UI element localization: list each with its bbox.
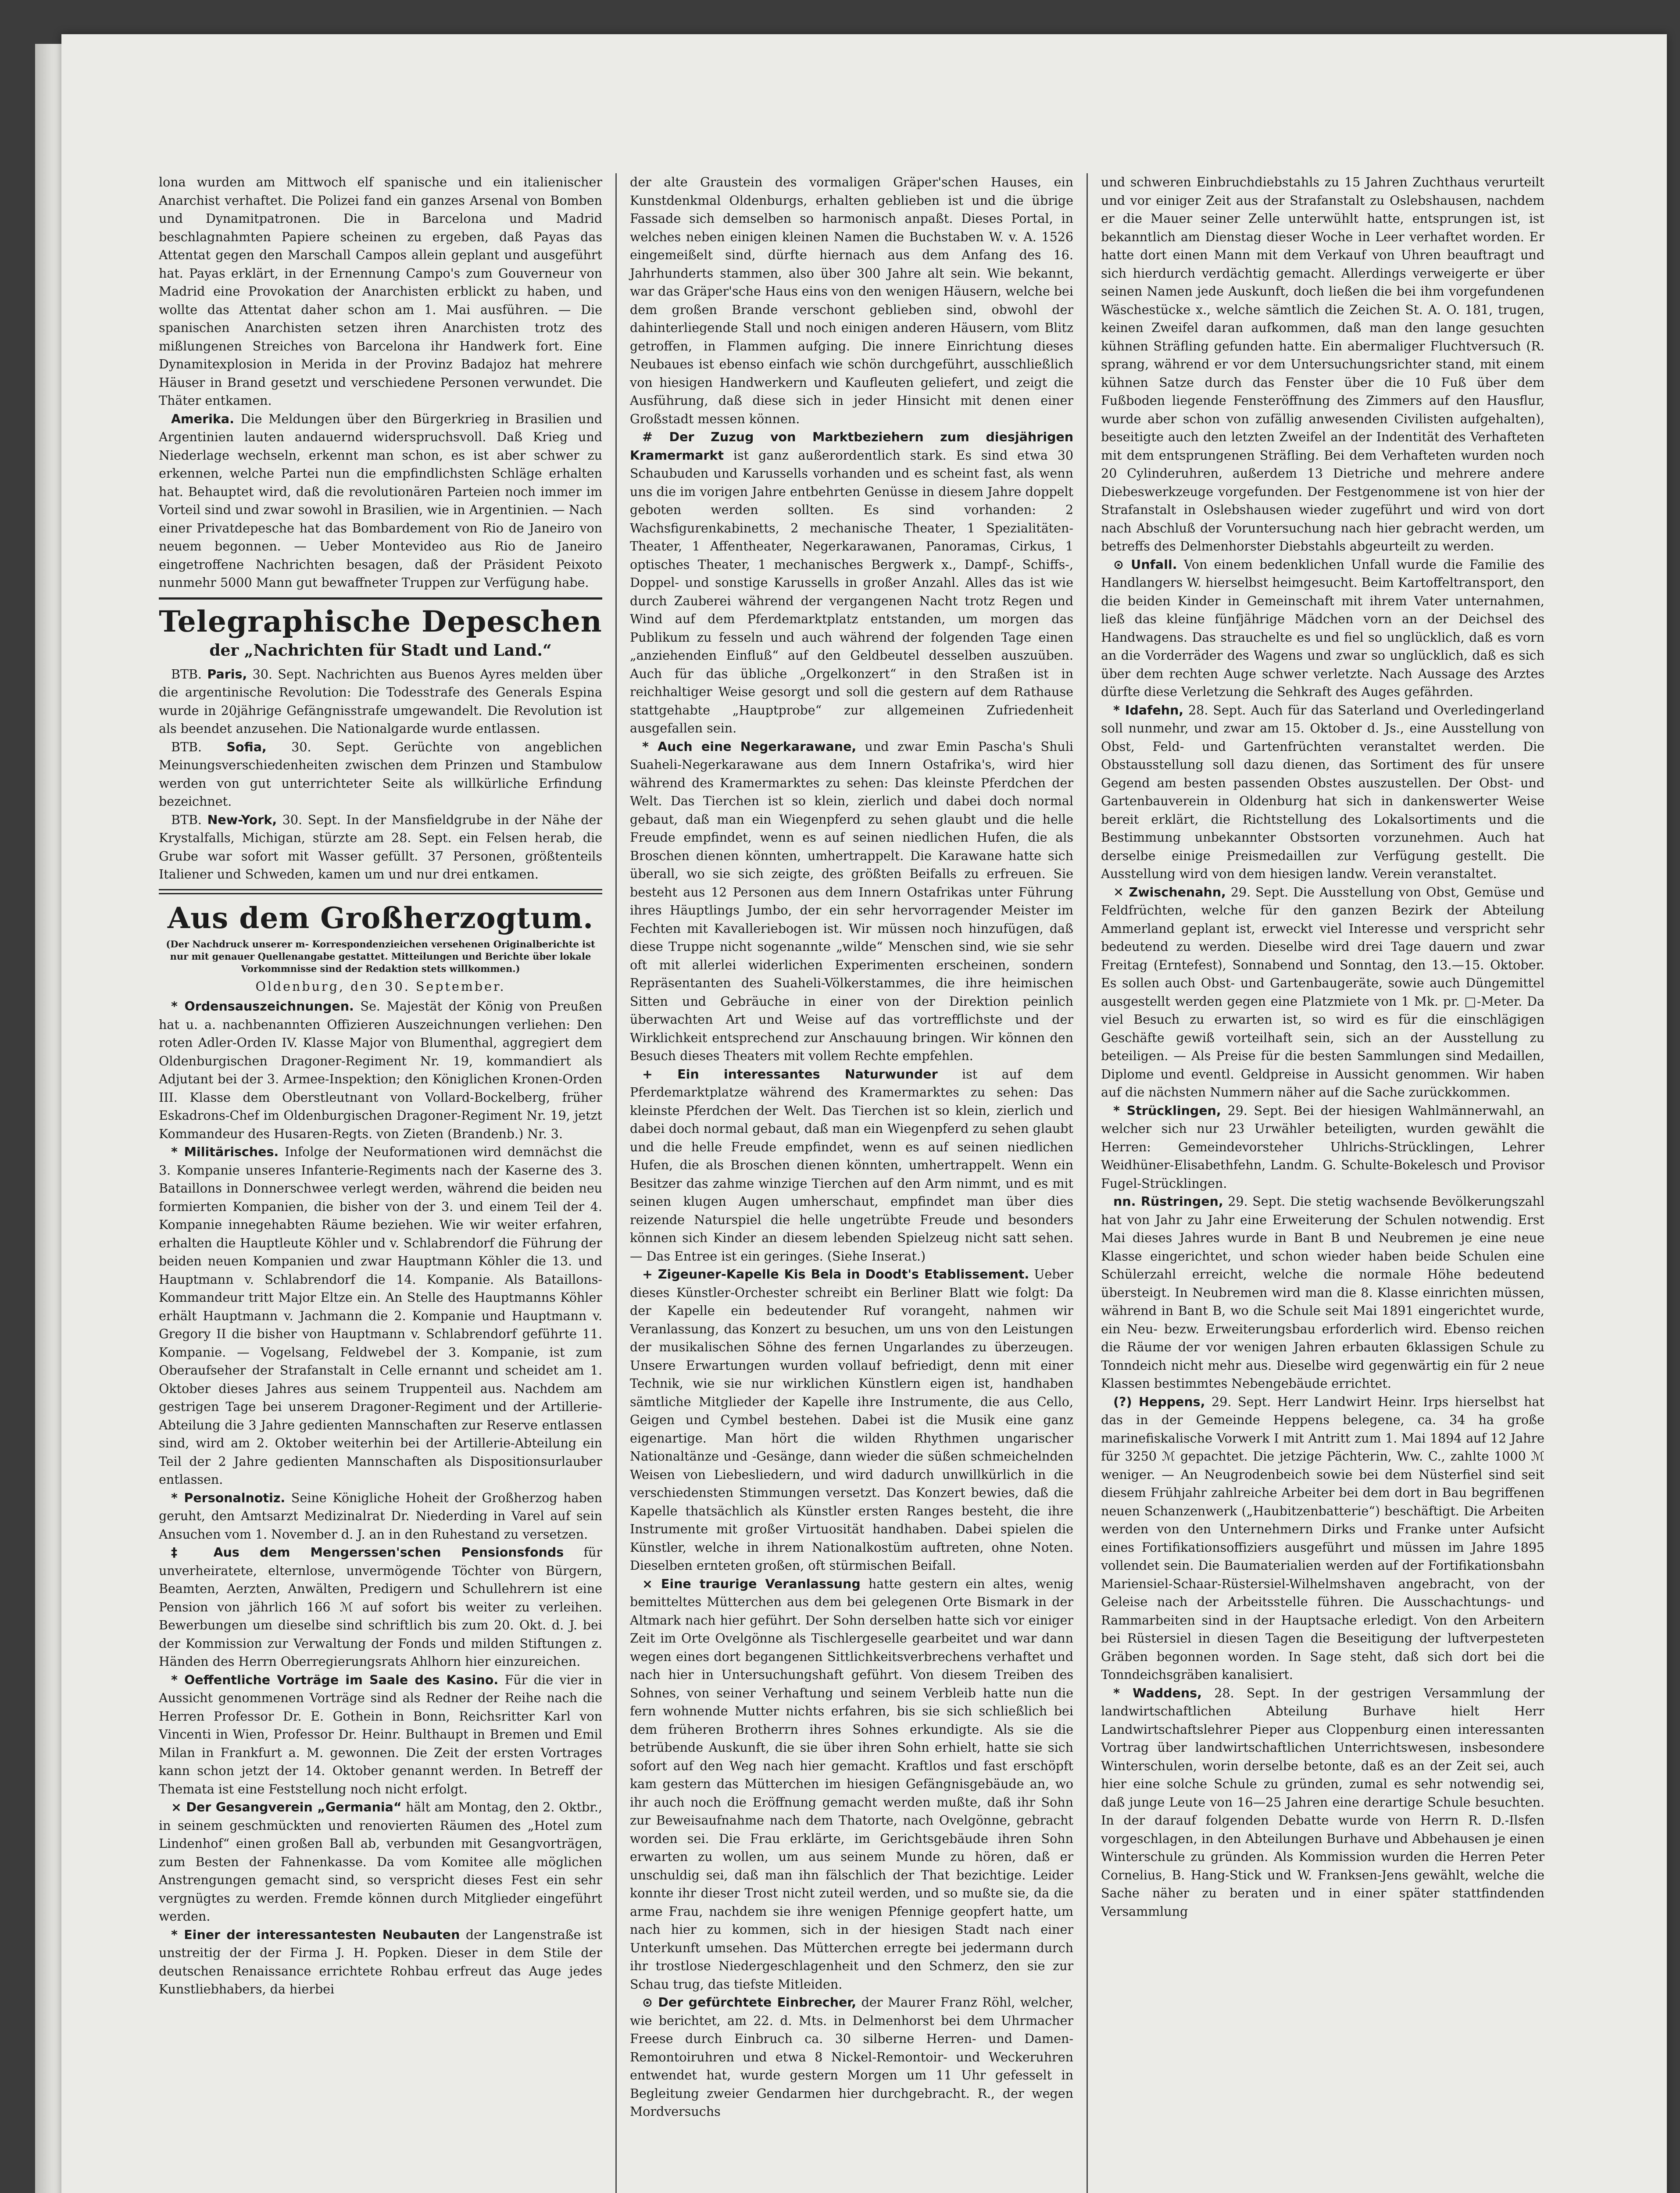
article-heading: Zwischenahn, — [1129, 885, 1226, 900]
dispatch-body: 30. Sept. Gerüchte von angeblichen Meinungsverschiedenheiten zwischen dem Prinzen und Stambulow werden von gut unterrichteter Seite als willkürliche Erfindung bezeichnet. — [159, 739, 602, 809]
asterisk-mark: * — [1113, 1103, 1127, 1118]
article-unfall — [1101, 556, 1544, 701]
asterisk-mark: * — [642, 739, 658, 754]
article-new-building — [159, 1926, 602, 1999]
article-heading: Einer der interessantesten Neubauten — [184, 1927, 460, 1942]
article-heading: Oeffentliche Vorträge im Saale des Kasino. — [184, 1672, 499, 1687]
article-body: der Langenstraße ist unstreitig der der Firma J. H. Popken. Dieser in dem Stile der deutschen Renaissance errichtete Rohbau erfreut das Auge jedes Kunstliebhabers, da hierbei — [159, 1927, 602, 1997]
article-ruestringen — [1101, 1193, 1544, 1393]
article-body: 28. Sept. In der gestrigen Versammlung der landwirtschaftlichen Abteilung Burhave hielt Herr Landwirtschaftslehrer Pieper aus Cloppenburg einen interessanten Vortrag über landwirtschaftlichen Unterrichtswesen, insbesondere Winterschulen, worin derselbe betonte, daß es an der Zeit sei, auch hier eine solche Schule zu gründen, zumal es sehr notwendig sei, daß junge Leute von 16—25 Jahren eine derartige Schule besuchten. In der darauf folgenden Debatte wurde von Herrn R. D.-Ilsfen vorgeschlagen, in den Abteilungen Burhave und Abbehausen je einen Winterschule zu gründen. Als Kommission wurden die Herren Peter Cornelius, B. Hang-Stick und W. Franksen-Jens gewählt, welche die Sache näher zu beraten und in einer später stattfindenden Versammlung — [1101, 1686, 1544, 1919]
article-pension-fund — [159, 1543, 602, 1671]
section-divider — [159, 889, 602, 894]
article-heading: Eine traurige Veranlassung — [661, 1576, 861, 1591]
article-naturwunder — [630, 1065, 1073, 1266]
article-germania — [159, 1798, 602, 1926]
article-body: für unverheiratete, elternlose, unvermögende Töchter von Bürgern, Beamten, Aerzten, Anwälten, Predigern und Schullehrern ist eine Pension von jährlich 166 ℳ auf sofort bis weiter zu verleihen. Bewerbungen um dieselbe sind schriftlich bis zum 20. Okt. d. J. bei der Kommission zur Verwaltung der Fonds und milden Stiftungen z. Händen des Herrn Oberregierungsrats Ahlhorn hier einzureichen. — [159, 1545, 602, 1669]
mark-nn: nn. — [1113, 1194, 1141, 1209]
article-kramermarkt — [630, 428, 1073, 738]
dispatch-city: New-York, — [207, 812, 277, 827]
article-negerkarawane — [630, 738, 1073, 1065]
article-body: 28. Sept. Auch für das Saterland und Overledingerland soll nunmehr, und zwar am 15. Oktober d. Js., eine Ausstellung von Obst, Feld- und Gartenfrüchten veranstaltet werden. Die Obstausstellung soll dazu dienen, das Sortiment des für unsere Gegend am besten passenden Obstes auszustellen. Der Obst- und Gartenbauverein in Oldenburg hat sich in dankenswerter Weise bereit erklärt, die Richtstellung des Lokalsortiments und die Bestimmung unbekannter Obstsorten vorzunehmen. Auch hat derselbe einige Preismedaillen zur Verfügung gestellt. Die Ausstellung wird von dem hiesigen landw. Verein veranstaltet. — [1101, 703, 1545, 881]
article-body: 29. Sept. Herr Landwirt Heinr. Irps hierselbst hat das in der Gemeinde Heppens belegene, ca. 34 ha große marinefiskalische Vorwerk I mit Antritt zum 1. Mai 1894 auf 12 Jahre für 3250 ℳ gepachtet. Die jetzige Pächterin, Ww. C., zahlte 1000 ℳ weniger. — An Neugrodenbeich sowie bei dem Nüsterfiel sind seit diesem Frühjahr zahlreiche Arbeiter bei dem dort in Bau begriffenen neuen Schanzenwerk („Haubitzenbatterie“) beschäftigt. Die Arbeiten werden von den Unternehmern Dirks und Franke unter Aufsicht eines Fortifikationsoffiziers ausgeführt und müssen im Jahre 1895 vollendet sein. Die Baumaterialien werden auf der Fortifikationsbahn Mariensiel-Schaar-Rüstersiel-Wilhelmshaven angebracht, von der Geleise nach der Arbeitsstelle führen. Die Ausschachtungs- und Rammarbeiten sind in der Hauptsache erledigt. Von den Arbeitern bei Rüstersiel in diesen Tagen die Beseitigung der luftverpesteten Gräben begonnen worden. In Sage steht, daß sich dort bei die Tonndeichsgräben kanalisiert. — [1101, 1394, 1544, 1682]
article-zigeuner-kapelle — [630, 1265, 1073, 1575]
article-heading: Der gefürchtete Einbrecher, — [658, 1995, 857, 2010]
article-personal — [159, 1489, 602, 1544]
article-heading: Auch eine Negerkarawane, — [658, 739, 857, 754]
article-body: Seine Königliche Hoheit der Großherzog haben geruht, den Amtsarzt Medizinalrat Dr. Niederding in Varel auf sein Ansuchen vom 1. November d. J. an in den Ruhestand zu versetzen. — [159, 1490, 603, 1542]
dispatch-source: BTB. — [171, 812, 202, 827]
plus-mark: + — [642, 1067, 678, 1082]
dispatch-source: BTB. — [171, 667, 202, 682]
article-body: der Maurer Franz Röhl, welcher, wie berichtet, am 22. d. Mts. in Delmenhorst bei dem Uhrmacher Freese durch Einbruch ca. 30 silberne Herren- und Damen-Remontoiruhren und etwa 8 Nickel-Remontoir- und Weckeruhren entwendet hat, wurde gestern Morgen um 11 Uhr gefesselt in Begleitung zweier Gendarmen hier durchgebracht. R., der wegen Mordversuchs — [630, 1995, 1073, 2119]
hash-mark: # — [642, 430, 669, 444]
article-body: Infolge der Neuformationen wird demnächst die 3. Kompanie unseres Infanterie-Regiments nach der Kaserne des 3. Bataillons in Donnerschwee verlegt werden, während die beiden neu formierten Kompanien, die bisher von der 3. und einem Teil der 4. Kompanie innegehabten Räume beziehen. Wie wir weiter erfahren, erhalten die Hauptleute Köhler und v. Schlabrendorf die Führung der beiden neuen Kompanien und zwar Hauptmann Köhler die 13. und Hauptmann v. Schlabrendorf die 14. Kompanie. Als Bataillons-Kommandeur tritt Major Eltze ein. An Stelle des Hauptmanns Köhler erhält Hauptmann v. Jachmann die 2. Kompanie und Hauptmann v. Gregory II die bisher von Hauptmann v. Schlabrendorf geführte 11. Kompanie. — Vogelsang, Feldwebel der 3. Kompanie, ist zum Oberaufseher der Strafanstalt in Celle ernannt und scheidet am 1. Oktober dieses Jahres aus seinem Truppenteil aus. Nachdem am gestrigen Tage bei unserem Dragoner-Regiment und der Artillerie-Abteilung die 3 Jahre gedienten Mannschaften zur Reserve entlassen sind, wird am 2. Oktober weiterhin bei der Artillerie-Abteilung ein Teil der 2 Jahre gedienten Mannschaften als Dispositionsurlauber entlassen. — [159, 1145, 602, 1487]
double-dagger-mark: ‡ — [171, 1545, 214, 1560]
article-body: 29. Sept. Die Ausstellung von Obst, Gemüse und Feldfrüchten, welche für den ganzen Bezirk der Abteilung Ammerland geplant ist, erweckt viel Interesse und verspricht sehr bedeutend zu werden. Dieselbe wird drei Tage dauern und zwar Freitag (Erntefest), Sonnabend und Sonntag, den 13.—15. Oktober. Es sollen auch Obst- und Gartenbaugeräte, sowie auch Düngemittel ausgestellt werden gegen eine Platzmiete von 1 Mk. pr. □-Meter. Da viel Besuch zu erwarten ist, so wird es für die einschlägigen Geschäfte gewiß vorteilhaft sein, sich an der Ausstellung zu beteiligen. — Als Preise für die besten Sammlungen sind Medaillen, Diplome und eventl. Geldpreise in Aussicht genommen. Wir haben auf die nächsten Nummern näher auf die Sache zurückkommen. — [1101, 885, 1544, 1100]
new-building-continued: der alte Graustein des vormaligen Gräper'schen Hauses, ein Kunstdenkmal Oldenburgs, erhalten geblieben ist und die übrige Fassade sich demselben so harmonisch anpaßt. Dieses Portal, in welches neben einigen kleinen Namen die Buchstaben W. v. A. 1526 eingemeißelt sind, dürfte hiernach aus dem Anfang des 16. Jahrhunderts stammen, also über 300 Jahre alt sein. Wie bekannt, war das Gräper'sche Haus eins von den wenigen Häusern, welche bei dem großen Brande verschont geblieben sind, obwohl der dahinterliegende Stall und noch einigen anderen Häusern, vom Blitz getroffen, in Flammen aufging. Die innere Einrichtung dieses Neubaues ist ebenso einfach wie schön durchgeführt, ausschließlich von hiesigen Handwerkern und Kaufleuten geliefert, und zeigt die Ausführung, daß diese sich in jeder Hinsicht mit denen einer Großstadt messen können. — [630, 175, 1073, 426]
circle-dot-mark: ⊙ — [1113, 557, 1131, 572]
cross-mark: ✕ — [1113, 885, 1129, 900]
dateline: Oldenburg, den 30. September. — [255, 979, 506, 994]
asterisk-mark: * — [171, 1927, 184, 1942]
mark-question: (?) — [1113, 1394, 1139, 1409]
article-heading: Ein interessantes Naturwunder — [677, 1067, 938, 1082]
article-body: ist ganz außerordentlich stark. Es sind etwa 30 Schaubuden und Karussells vorhanden und es scheint fast, als wenn uns die im vorigen Jahre entbehrten Genüsse in diesem Jahre doppelt geboten werden sollten. Es sind vorhanden: 2 Wachsfigurenkabinetts, 2 mechanische Theater, 1 Spezialitäten-Theater, 1 Affentheater, Negerkarawanen, Panoramas, Cirkus, 1 optisches Theater, 1 mechanisches Bergwerk x., Dampf-, Schiffs-, Doppel- und sonstige Karussells in großer Anzahl. Alles das ist wie durch Zauberei während der vergangenen Nacht trotz Regen und Wind auf dem Pferdemarktplatz entstanden, um morgen das Publikum zu fesseln und auch während der folgenden Tage einen „anziehenden Einfluß“ auf den Geldbeutel desselben auszuüben. Auch für das übliche „Orgelkonzert“ in den Straßen ist in reichhaltiger Weise gesorgt und soll die gestern auf dem Rathause stattgehabte „Hauptprobe“ zur allgemeinen Zufriedenheit ausgefallen sein. — [630, 448, 1073, 736]
article-heading: Ordensauszeichnungen. — [184, 999, 354, 1014]
asterisk-mark: * — [171, 1145, 184, 1159]
column-rule — [615, 173, 617, 2193]
article-heading: Personalnotiz. — [184, 1490, 286, 1505]
article-military — [159, 1143, 602, 1489]
article-body: Se. Majestät der König von Preußen hat u. a. nachbenannten Offizieren Auszeichnungen verliehen: Den roten Adler-Orden IV. Klasse Major von Blumenthal, aggregiert dem Oldenburgischen Dragoner-Regiment Nr. 19, kommandiert als Adjutant bei der 3. Armee-Inspektion; den Königlichen Kronen-Orden III. Klasse dem Oberstleutnant von Vollard-Bockelberg, früher Eskadrons-Chef im Oldenburgischen Dragoner-Regiment Nr. 19, jetzt Kommandeur des Husaren-Regts. von Zieten (Brandenb.) Nr. 3. — [159, 999, 602, 1141]
article-body: Ueber dieses Künstler-Orchester schreibt ein Berliner Blatt wie folgt: Da der Kapelle ein bedeutender Ruf vorangeht, nahmen wir Veranlassung, das Konzert zu besuchen, um uns von den Leistungen der musikalischen Söhne des fernen Ungarlandes zu überzeugen. Unsere Erwartungen wurden vollauf befriedigt, denn mit einer Technik, wie sie nur wirklichen Künstlern eigen ist, handhaben sämtliche Mitglieder der Kapelle ihre Instrumente, die aus Cello, Geigen und Cymbel bestehen. Dabei ist die Musik eine ganz eigenartige. Man hört die wilden Rhythmen ungarischer Nationaltänze und -Gesänge, dann wieder die süßen schmeichelnden Weisen von Liebesliedern, und wird dadurch unwillkürlich in die verschiedensten Stimmungen versetzt. Das Konzert bewies, daß die Kapelle thatsächlich als Künstler ersten Ranges besteht, die ihre Instrumente mit großer Virtuosität handhaben. Dabei spielen die Künstler, welche in ihrem Nationalkostüm auftreten, ohne Noten. Dieselben ernteten großen, oft stürmischen Beifall. — [630, 1267, 1073, 1573]
article-heading: Heppens, — [1139, 1394, 1205, 1409]
article-lectures — [159, 1671, 602, 1799]
article-heading: Der Zuzug von Marktbeziehern zum diesjährigen Kramermarkt — [630, 430, 1073, 463]
reprint-notice: (Der Nachdruck unserer m- Korrespondenzieichen versehenen Originalberichte ist nur mit genauer Quellenangabe gestattet. Mitteilungen und Berichte über lokale Vorkommnisse sind der Redaktion stets willkommen.) — [166, 938, 595, 974]
article-heading: Amerika. — [171, 411, 234, 426]
dispatch-body: 30. Sept. In der Mansfieldgrube in der Nähe der Krystalfalls, Michigan, stürzte am 28. Sept. ein Felsen herab, die Grube war sofort mit Wasser gefüllt. 37 Personen, größtenteils Italiener und Schweden, kamen um und nur drei entkamen. — [159, 812, 603, 882]
grand-duchy-section-title: Aus dem Großherzogtum. — [167, 900, 594, 935]
telegraph-section-title: Telegraphische Depeschen — [159, 604, 602, 639]
article-heppens — [1101, 1393, 1544, 1684]
asterisk-mark: * — [171, 1490, 184, 1505]
dispatch-city: Sofia, — [226, 739, 267, 754]
column-rule — [1087, 173, 1088, 2193]
article-heading: Aus dem Mengerssen'schen Pensionsfonds — [213, 1545, 564, 1560]
cross-mark: × — [171, 1800, 186, 1814]
newspaper-columns — [149, 173, 1575, 2193]
asterisk-mark: * — [171, 999, 185, 1014]
article-struecklingen — [1101, 1102, 1544, 1193]
article-body: Die Meldungen über den Bürgerkrieg in Brasilien und Argentinien lauten andauernd widerspruchsvoll. Daß Krieg und Niederlage wechseln, erkennt man schon, es ist aber schwer zu erkennen, welche Partei nun die empfindlichsten Schläge erhalten hat. Behauptet wird, daß die revolutionären Parteien noch immer im Vorteil sind und zwar sowohl in Brasilien, wie in Argentinien. — Nach einer Privatdepesche hat das Bombardement von Rio de Janeiro von neuem begonnen. — Ueber Montevideo aus Rio de Janeiro eingetroffene Nachrichten besagen, daß der Präsident Peixoto nunmehr 5000 Mann gut bewaffneter Truppen zur Verfügung habe. — [159, 411, 602, 590]
asterisk-mark: * — [171, 1672, 185, 1687]
article-heading: Strücklingen, — [1126, 1103, 1221, 1118]
book-binding-edge — [35, 44, 61, 2193]
dispatch-city: Paris, — [207, 667, 247, 682]
column-1 — [149, 173, 612, 2193]
anarchist-report-continued: lona wurden am Mittwoch elf spanische und ein italienischer Anarchist verhaftet. Die Polizei fand ein ganzes Arsenal von Bomben und Dynamitpatronen. Die in Barcelona und Madrid beschlagnahmten Papiere scheinen zu ergeben, daß Payas das Attentat gegen den Marschall Campos allein geplant und ausgeführt hat. Payas erklärt, in der Ernennung Campo's zum Gouverneur von Madrid eine Provokation der Anarchisten erblickt zu haben, und wollte das Attentat daher schon am 1. Mai ausführen. — Die spanischen Anarchisten setzen ihren Anarchisten trotz des mißlungenen Streiches von Barcelona ihr Handwerk fort. Eine Dynamitexplosion in Merida in der Provinz Badajoz hat mehrere Häuser in Brand gesetzt und verschiedene Personen verwundet. Die Thäter entkamen. — [159, 175, 602, 408]
section-divider — [159, 597, 602, 600]
plus-mark: + — [642, 1267, 658, 1282]
article-zwischenahn — [1101, 883, 1544, 1102]
dispatch-new-york — [159, 811, 602, 884]
article-body: Von einem bedenklichen Unfall wurde die Familie des Handlangers W. hierselbst heimgesucht. Beim Kartoffeltransport, den die beiden Kinder in Gemeinschaft mit ihrem Vater unternahmen, ließ das kleine fünfjährige Mädchen vorn an der Deichsel des Handwagens. Das strauchelte es und fiel so unglücklich, daß es vorn an die Vorderräder des Wagens und zwar so unglücklich, daß es sich über dem rechten Auge schwer verletzte. Nach Aussage des Arztes dürfte diese Verletzung die Sehkraft des Auges gefährden. — [1101, 557, 1544, 699]
article-body: ist auf dem Pferdemarktplatze während des Kramermarktes zu sehen: Das kleinste Pferdchen der Welt. Das Tierchen ist so klein, zierlich und dabei doch normal gebaut, daß man ein Wiegenpferd zu sehen glaubt und die helle Freude empfindet, wenn es auf seinen niedlichen Hufen, die als Broschen dienen könnten, umhertrappelt. Wenn ein Besitzer das zahme winzige Tierchen auf den Arm nimmt, und es mit seinen klugen Augen umherschaut, empfindet man über dies reizende Naturspiel die helle ungetrübte Freude und besonders können sich Kinder an diesem lebenden Spielzeug nicht satt sehen. — Das Entree ist ein geringes. (Siehe Inserat.) — [630, 1067, 1073, 1264]
article-heading: Waddens, — [1133, 1686, 1202, 1700]
article-body: hatte gestern ein altes, wenig bemitteltes Mütterchen aus dem bei gelegenen Orte Bismark in der Altmark nach hier geführt. Der Sohn derselben hatte sich vor einiger Zeit im Orte Ovelgönne als Tischlergeselle gearbeitet und war dann wegen eines dort begangenen Sittlichkeitsverbrechens verhaftet und nach hier in Untersuchungshaft geführt. Von diesem Treiben des Sohnes, von seiner Verhaftung und seinem Verbleib hatte nun die fern wohnende Mutter nichts erfahren, bis sie sich schließlich bei dem früheren Brotherrn ihres Sohnes erkundigte. Als sie die betrübende Auskunft, die sie über ihren Sohn erhielt, hatte sie sich sofort auf den Weg nach hier gemacht. Kraftlos und fast erschöpft kam gestern das Mütterchen im hiesigen Gefängnisgebäude an, wo ihr auch noch die Eröffnung gemacht werden mußte, daß ihr Sohn zur Beweisaufnahme nach dem Thatorte, nach Ovelgönne, gebracht worden sei. Die Frau erklärte, im Gerichtsgebäude ihren Sohn erwarten zu wollen, um aus seinem Munde zu hören, daß er unschuldig sei, daß man ihn fälschlich der That bezichtige. Leider konnte ihr dieser Trost nicht zuteil werden, und so mußte sie, da die arme Frau, nachdem sie ihre wenigen Pfennige geopfert hatte, um nach hier zu kommen, sich in der hiesigen Stadt nach einer Unterkunft umsehen. Das Mütterchen erregte bei jedermann durch ihr trostlose Niedergeschlagenheit und den Schmerz, den sie zur Schau trug, das tiefste Mitleiden. — [630, 1576, 1073, 1992]
article-orden — [159, 997, 602, 1143]
article-waddens — [1101, 1684, 1544, 1921]
article-amerika — [159, 410, 602, 592]
article-heading: Rüstringen, — [1140, 1194, 1223, 1209]
asterisk-mark: * — [1113, 703, 1125, 718]
article-idafehn — [1101, 701, 1544, 883]
einbrecher-continued: und schweren Einbruchdiebstahls zu 15 Jahren Zuchthaus verurteilt und vor einiger Zeit aus der Strafanstalt zu Oslebshausen, nachdem er die Mauer seiner Zelle unterwühlt hatte, entsprungen ist, ist bekanntlich am Dienstag dieser Woche in Leer verhaftet worden. Er hatte dort einen Mann mit dem Verkauf von Uhren beauftragt und sich hierdurch verdächtig gemacht. Allerdings verweigerte er über seinen Namen jede Auskunft, doch ließen die bei ihm vorgefundenen Wäschestücke x., welche sämtlich die Zeichen St. A. O. 181, trugen, keinen Zweifel daran aufkommen, daß man den lange gesuchten kühnen Sträfling gefunden hatte. Ein abermaliger Fluchtversuch (R. sprang, während er vor dem Untersuchungsrichter stand, mit einem kühnen Satze durch das Fenster über die 10 Fuß über dem Fußboden liegende Fensteröffnung des Zimmers auf den Hausflur, wurde aber schon von zufällig anwesenden Civilisten aufgehalten), beseitigte auch den letzten Zweifel an der Indentität des Verhafteten mit dem entsprungenen Sträfling. Bei dem Verhafteten wurden noch 20 Cylinderuhren, außerdem 13 Dietriche und mehrere andere Diebeswerkzeuge vorgefunden. Der Festgenommene ist von hier der Strafanstalt in Oslebshausen wieder zugeführt und wird von dort nach Abschluß der Voruntersuchung nach hier gebracht werden, um betreffs des Delmenhorster Diebstahls abgeurteilt zu werden. — [1101, 175, 1544, 554]
article-heading: Der Gesangverein „Germania“ — [186, 1800, 402, 1814]
article-heading: Unfall. — [1131, 557, 1177, 572]
dispatch-body: 30. Sept. Nachrichten aus Buenos Ayres melden über die argentinische Revolution: Die Todesstrafe des Generals Espina wurde in 20jährige Gefängnisstrafe umgewandelt. Die Revolution ist als beendet anzusehen. Die Nationalgarde wurde entlassen. — [159, 667, 603, 736]
article-body: hält am Montag, den 2. Oktbr., in seinem geschmückten und renovierten Räumen des „Hotel zum Lindenhof“ einen großen Ball ab, verbunden mit Gesangvorträgen, zum Besten der Fahnenkasse. Da vom Komitee alle möglichen Anstrengungen gemacht sind, so verspricht dieses Fest ein sehr vergnügtes zu werden. Fremde können durch Mitglieder eingeführt werden. — [159, 1800, 602, 1924]
article-traurige-veranlassung — [630, 1575, 1073, 1994]
dispatch-source: BTB. — [171, 739, 202, 754]
article-heading: Zigeuner-Kapelle Kis Bela in Doodt's Etablissement. — [658, 1267, 1029, 1282]
column-3 — [1091, 173, 1554, 2193]
article-body: Für die vier in Aussicht genommenen Vorträge sind als Redner der Reihe nach die Herren Professor Dr. E. Gothein in Bonn, Reichsritter Karl von Vincenti in Wien, Professor Dr. Heinr. Bulthaupt in Bremen und Emil Milan in Frankfurt a. M. gewonnen. Die Zeit der ersten Vortrages kann schon jetzt der 14. Oktober genannt werden. In Betreff der Themata ist eine Feststellung noch nicht erfolgt. — [159, 1672, 602, 1797]
article-heading: Idafehn, — [1125, 703, 1184, 718]
cross-mark: × — [642, 1576, 661, 1591]
column-2 — [620, 173, 1083, 2193]
asterisk-mark: * — [1113, 1686, 1133, 1700]
telegraph-section-subtitle: der „Nachrichten für Stadt und Land.“ — [209, 641, 552, 660]
circle-dot-mark: ⊙ — [642, 1995, 658, 2010]
dispatch-sofia — [159, 738, 602, 811]
article-body: 29. Sept. Die stetig wachsende Bevölkerungszahl hat von Jahr zu Jahr eine Erweiterung der Schulen notwendig. Erst Mai dieses Jahres wurde in Bant B und Neubremen je eine neue Klasse eingerichtet, und schon wieder haben beide Schulen eine Schülerzahl erreicht, welche die normale Höhe bedeutend übersteigt. In Neubremen wird man die 8. Klasse einrichten müssen, während in Bant B, wo die Schule seit Mai 1891 eingerichtet wurde, ein Neu- bezw. Erweiterungsbau erforderlich wird. Ebenso reichen die Räume der vor wenigen Jahren erbauten 6klassigen Schule zu Tonndeich nicht mehr aus. Dieselbe wird gegenwärtig ein für 2 neue Klassen bestimmtes Nebengebäude errichtet. — [1101, 1194, 1545, 1391]
article-einbrecher — [630, 1993, 1073, 2121]
article-body: und zwar Emin Pascha's Shuli Suaheli-Negerkarawane aus dem Innern Ostafrika's, wird hier während des Kramermarktes zu sehen: Das kleinste Pferdchen der Welt. Das Tierchen ist so klein, zierlich und dabei doch normal gebaut, daß man ein Wiegenpferd zu sehen glaubt und die helle Freude empfindet, wenn es auf seinen niedlichen Hufen, die als Broschen dienen könnten, umhertrappelt. Die Karawane hatte sich überall, wo sie sich zeigte, des größten Beifalls zu erfreuen. Sie besteht aus 12 Personen aus dem Innern Ostafrikas unter Führung ihres Häuptlings Jumbo, der ein sehr hervorragender Meister im Fechten mit Kavalleriebogen ist. Wir müssen noch hinzufügen, daß diese Truppe nicht sogenannte „wilde“ Menschen sind, wie sie sehr oft mit allerlei widerlichen Experimenten erscheinen, sondern Repräsentanten des Suaheli-Völkerstammes, die ihre heimischen Sitten und Gebräuche in einer von der Direktion peinlich überwachten Art und Weise auf das vortrefflichste und der Wirklichkeit entsprechend zur Anschauung bringen. Wir können den Besuch dieses Theaters mit vollem Rechte empfehlen. — [630, 739, 1074, 1063]
article-body: 29. Sept. Bei der hiesigen Wahlmännerwahl, an welcher sich nur 23 Urwähler beteiligten, wurden gewählt die Herren: Gemeindevorsteher Uhlrichs-Strücklingen, Lehrer Weidhüner-Elisabethfehn, Landm. G. Schulte-Bokelesch und Provisor Fugel-Strücklingen. — [1101, 1103, 1544, 1191]
dispatch-paris — [159, 665, 602, 738]
article-heading: Militärisches. — [184, 1145, 279, 1159]
